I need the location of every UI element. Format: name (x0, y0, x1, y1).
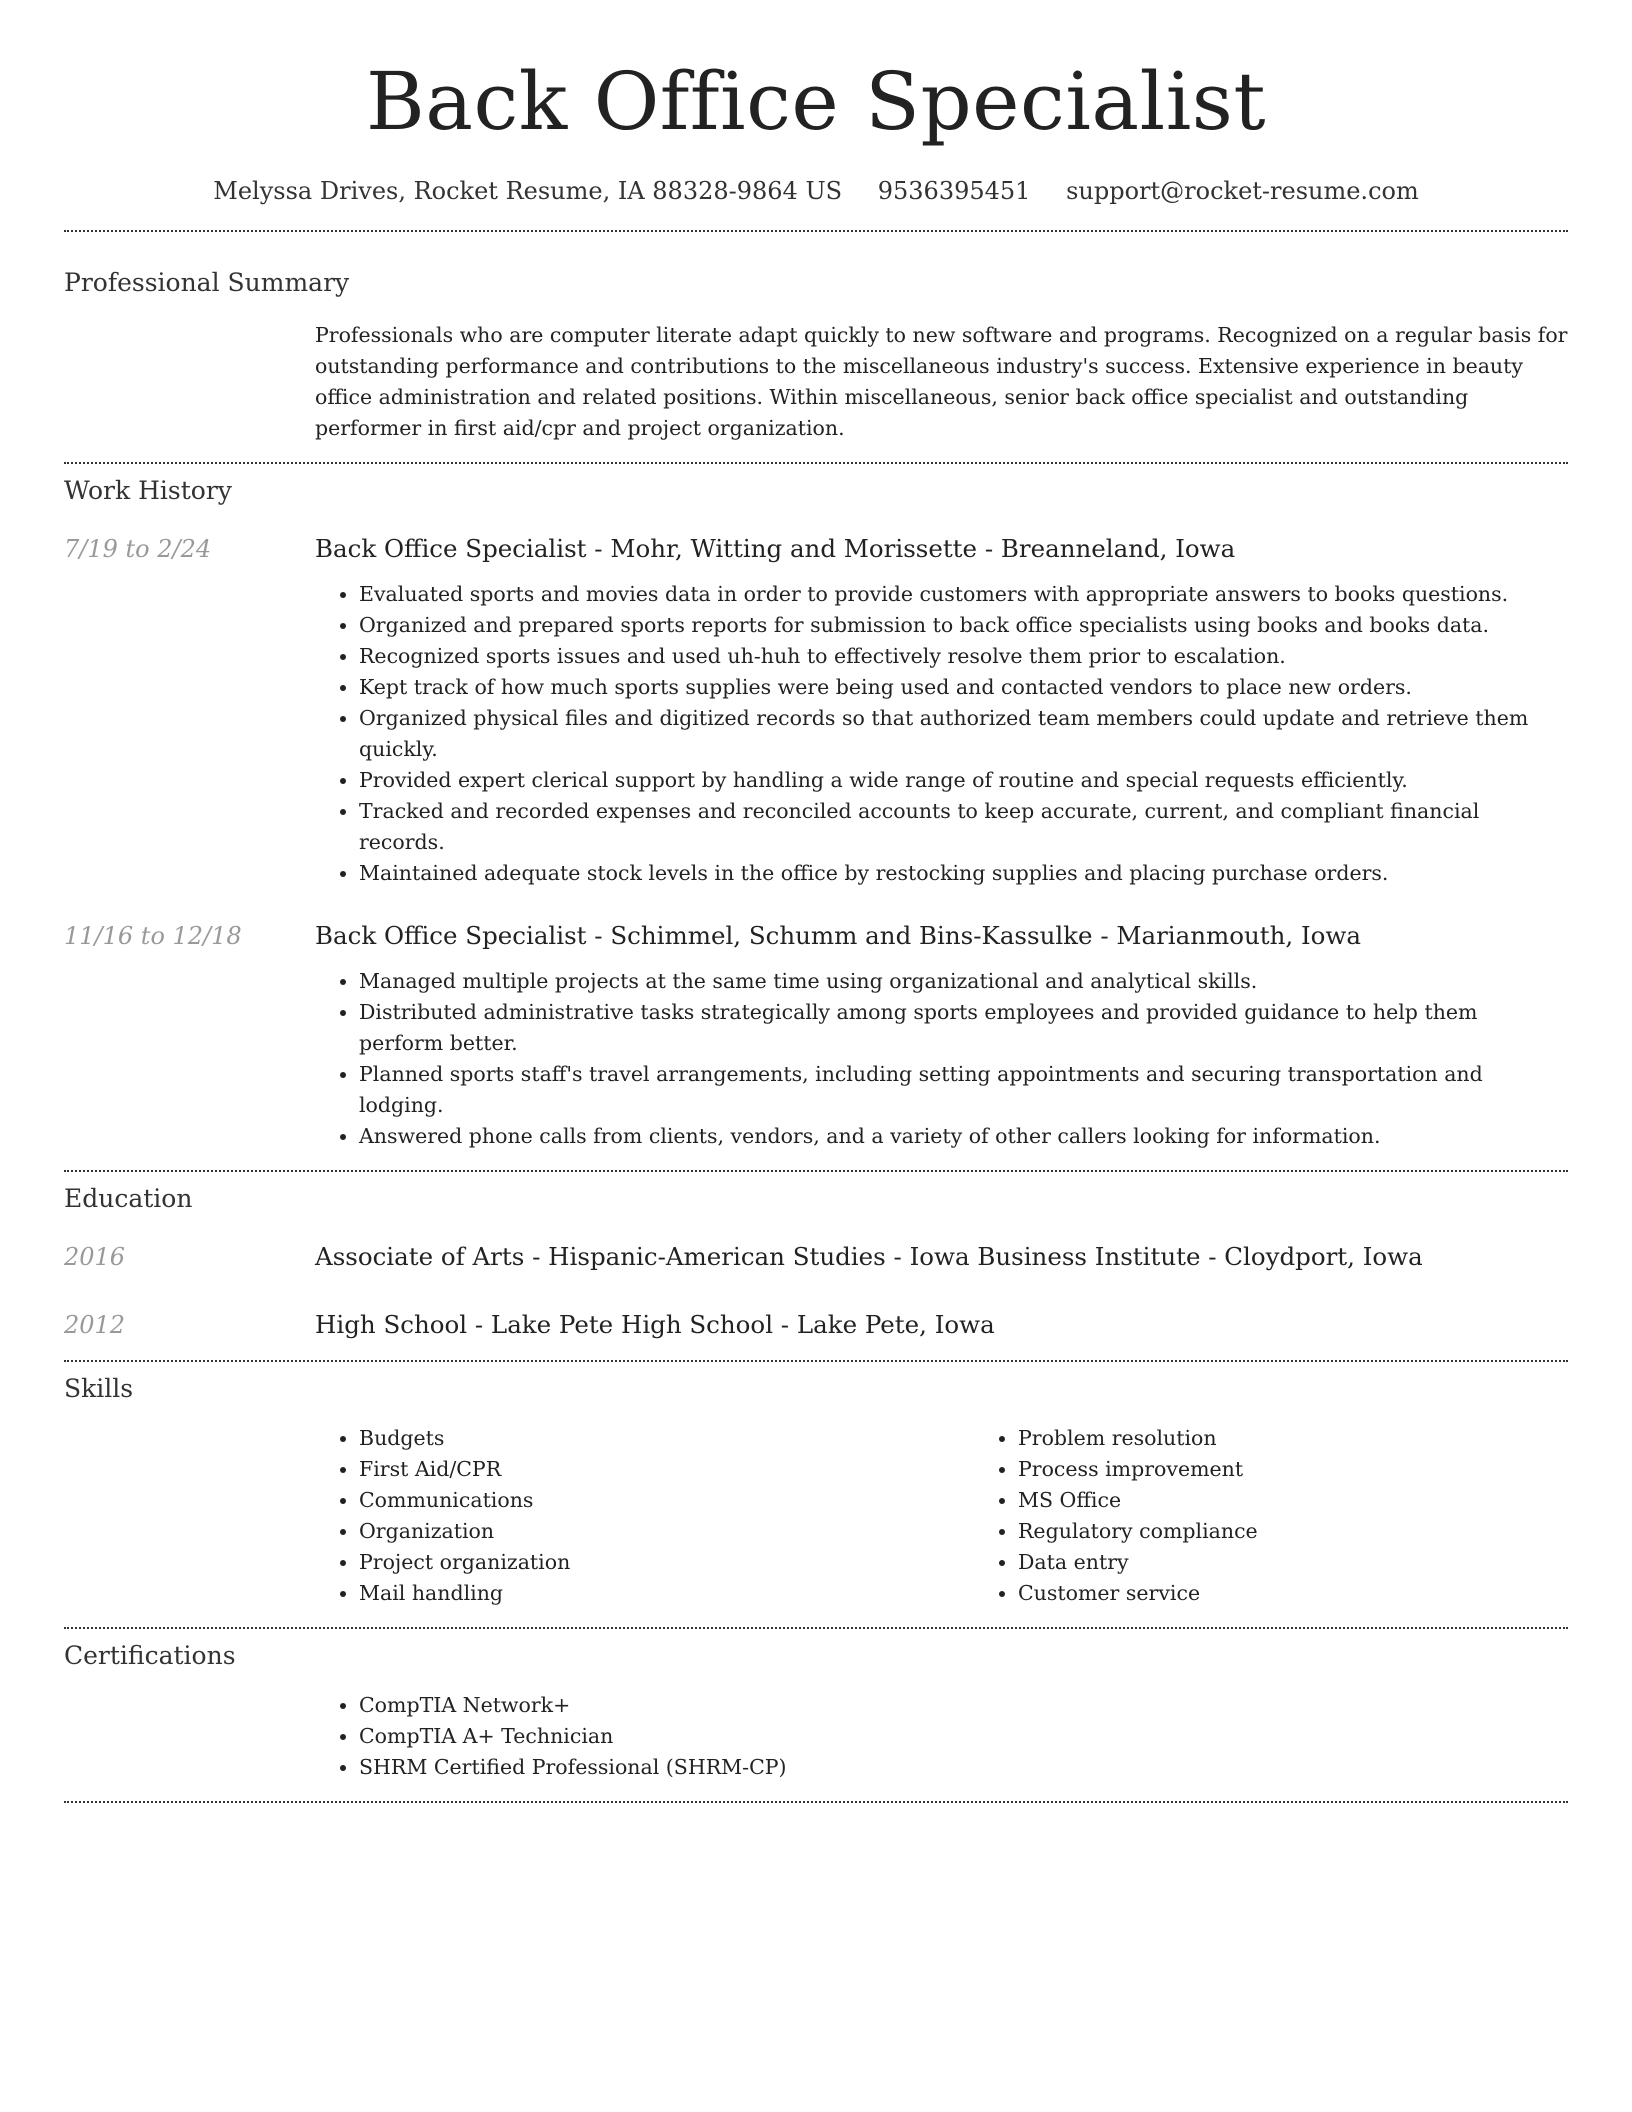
job-dates: 7/19 to 2/24 (64, 535, 212, 563)
list-item: • Evaluated sports and movies data in order to provide customers with appropriate answers to books questions. (359, 579, 1568, 610)
list-item: • Planned sports staff's travel arrangements, including setting appointments and securing transportation and lodging. (359, 1059, 1568, 1121)
divider (64, 1801, 1568, 1803)
list-item: • Managed multiple projects at the same time using organizational and analytical skills. (359, 966, 1568, 997)
list-item: • Organized physical files and digitized records so that authorized team members could update and retrieve them quickly. (359, 703, 1568, 765)
list-item: • Communications (359, 1485, 974, 1516)
education-entry (64, 1240, 1568, 1274)
list-item: • Organized and prepared sports reports for submission to back office specialists using books and books data. (359, 610, 1568, 641)
education-heading: Education (64, 1184, 193, 1213)
education-section (64, 1172, 1568, 1342)
education-text: Associate of Arts - Hispanic-American Studies - Iowa Business Institute - Cloydport, Iowa (315, 1242, 1423, 1271)
summary-text: Professionals who are computer literate adapt quickly to new software and programs. Recognized on a regular basis for outstanding performance and contributions to the miscellaneous industry's success. Extensive experience in beauty office administration and related positions. Within miscellaneous, senior back office specialist and outstanding performer in first aid/cpr and project organization. (315, 323, 1568, 440)
education-year: 2016 (64, 1243, 126, 1271)
skills-section (64, 1362, 1568, 1609)
education-text: High School - Lake Pete High School - Lake Pete, Iowa (315, 1310, 995, 1339)
contact-phone: 9536395451 (877, 177, 1031, 205)
list-item: • Customer service (1018, 1578, 1632, 1609)
certifications-section (64, 1629, 1568, 1783)
work-section (64, 464, 1568, 1152)
list-item: • Data entry (1018, 1547, 1632, 1578)
list-item: • Budgets (359, 1423, 974, 1454)
job-dates: 11/16 to 12/18 (64, 922, 242, 950)
skills-heading: Skills (64, 1374, 134, 1403)
certifications-list (315, 1690, 1568, 1783)
education-entry (64, 1308, 1568, 1342)
contact-email: support@rocket-resume.com (1066, 177, 1419, 205)
contact-line (64, 174, 1568, 208)
list-item: • Regulatory compliance (1018, 1516, 1632, 1547)
list-item: • MS Office (1018, 1485, 1632, 1516)
skills-column (974, 1423, 1632, 1609)
list-item: • CompTIA Network+ (359, 1690, 1568, 1721)
list-item: • CompTIA A+ Technician (359, 1721, 1568, 1752)
certifications-heading: Certifications (64, 1641, 236, 1670)
contact-address: Melyssa Drives, Rocket Resume, IA 88328-9864 US (213, 177, 843, 205)
list-item: • First Aid/CPR (359, 1454, 974, 1485)
list-item: • Organization (359, 1516, 974, 1547)
job-title: Back Office Specialist - Mohr, Witting and Morissette - Breanneland, Iowa (315, 534, 1236, 563)
list-item: • Process improvement (1018, 1454, 1632, 1485)
list-item: • Provided expert clerical support by handling a wide range of routine and special requests efficiently. (359, 765, 1568, 796)
list-item: • Mail handling (359, 1578, 974, 1609)
job-entry (64, 532, 1568, 889)
list-item: • Tracked and recorded expenses and reconciled accounts to keep accurate, current, and compliant financial records. (359, 796, 1568, 858)
job-bullets (315, 579, 1568, 889)
list-item: • Project organization (359, 1547, 974, 1578)
summary-heading: Professional Summary (64, 268, 350, 297)
list-item: • Recognized sports issues and used uh-huh to effectively resolve them prior to escalation. (359, 641, 1568, 672)
list-item: • Kept track of how much sports supplies were being used and contacted vendors to place new orders. (359, 672, 1568, 703)
summary-section (64, 232, 1568, 444)
list-item: • Distributed administrative tasks strategically among sports employees and provided guidance to help them perform better. (359, 997, 1568, 1059)
resume-title: Back Office Specialist (366, 55, 1266, 148)
job-bullets (315, 966, 1568, 1152)
skills-list (315, 1423, 1632, 1609)
education-year: 2012 (64, 1311, 126, 1339)
job-entry (64, 919, 1568, 1152)
list-item: • Problem resolution (1018, 1423, 1632, 1454)
list-item: • SHRM Certified Professional (SHRM-CP) (359, 1752, 1568, 1783)
job-title: Back Office Specialist - Schimmel, Schumm and Bins-Kassulke - Marianmouth, Iowa (315, 921, 1361, 950)
skills-column (315, 1423, 974, 1609)
list-item: • Maintained adequate stock levels in the office by restocking supplies and placing purchase orders. (359, 858, 1568, 889)
list-item: • Answered phone calls from clients, vendors, and a variety of other callers looking for information. (359, 1121, 1568, 1152)
work-heading: Work History (64, 476, 232, 505)
